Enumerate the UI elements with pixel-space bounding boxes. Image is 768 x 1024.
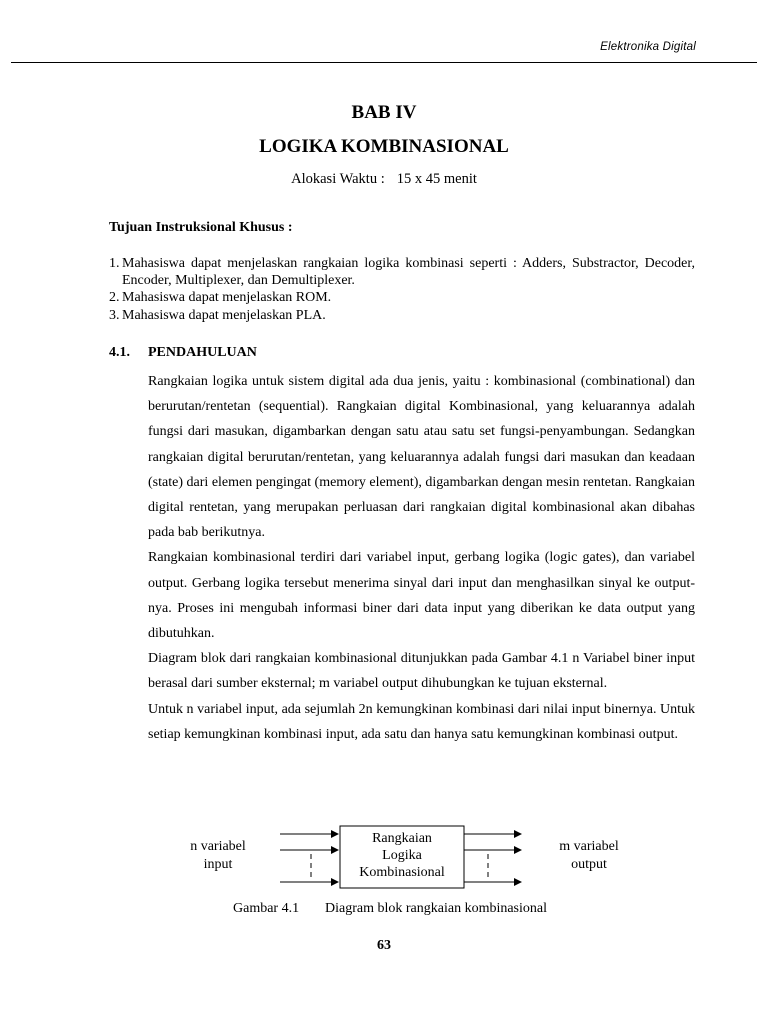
output-label-line: m variabel: [559, 839, 619, 854]
body-paragraph: Untuk n variabel input, ada sejumlah 2n kemungkinan kombinasi dari nilai input binernya. Untuk setiap kemungkinan kombinasi input, ada satu dan hanya satu kemungkinan kombinasi output.: [148, 701, 695, 742]
objective-item: [109, 255, 695, 289]
time-allocation-label: Alokasi Waktu :: [291, 171, 385, 187]
objective-item: [109, 289, 695, 306]
objective-item: [109, 307, 695, 324]
output-label: [538, 838, 640, 874]
section-number: 4.1.: [109, 345, 130, 360]
body-paragraph: Rangkaian kombinasional terdiri dari variabel input, gerbang logika (logic gates), dan variabel output. Gerbang logika tersebut menerima sinyal dari input dan menghasilkan sinyal ke output-nya. Proses ini mengubah informasi biner dari data input yang diberikan ke data output yang dibutuhkan.: [148, 550, 695, 642]
figure-number: Gambar 4.1: [233, 901, 300, 916]
objective-text: Mahasiswa dapat menjelaskan PLA.: [122, 307, 326, 323]
block-label-line: Rangkaian: [372, 831, 432, 846]
objective-text: Mahasiswa dapat menjelaskan ROM.: [122, 290, 332, 306]
figure-caption-text: Diagram blok rangkaian kombinasional: [325, 901, 547, 916]
block-label-line: Kombinasional: [359, 865, 445, 880]
block-label-line: Logika: [382, 848, 422, 863]
objective-text: Mahasiswa dapat menjelaskan rangkaian logika kombinasi seperti : Adders, Substractor, Decoder, Encoder, Multiplexer, dan Demultiplexer.: [122, 256, 695, 289]
block-diagram: [0, 820, 768, 900]
chapter-number: BAB IV: [351, 102, 417, 123]
output-label-line: output: [571, 857, 607, 872]
section-title: PENDAHULUAN: [148, 345, 257, 360]
page-number: 63: [377, 938, 391, 953]
time-allocation: [0, 171, 768, 188]
input-label-line: input: [203, 857, 233, 872]
objectives-list: [109, 255, 695, 324]
objective-number: 3.: [109, 307, 120, 323]
objective-number: 2.: [109, 290, 120, 306]
figure-caption: [233, 901, 547, 917]
header-rule: [11, 62, 757, 63]
body-paragraph: Rangkaian logika untuk sistem digital ada dua jenis, yaitu : kombinasional (combinational) dan berurutan/rentetan (sequential). Rangkaian digital Kombinasional, yang keluarannya adalah fungsi dari masukan, digambarkan dengan satu atau satu set fungsi-penyambungan. Sedangkan rangkaian digital berurutan/rentetan, yang keluarannya adalah fungsi dari masukan dan keadaan (state) dari elemen pengingat (memory element), digambarkan dengan mesin rentetan. Rangkaian digital rentetan, yang merupakan perluasan dari rangkaian digital kombinasional akan dibahas pada bab berikutnya.: [148, 374, 695, 541]
section-heading: [109, 345, 257, 361]
section-body: [148, 369, 695, 747]
running-header: Elektronika Digital: [600, 41, 696, 53]
body-paragraph: Diagram blok dari rangkaian kombinasional ditunjukkan pada Gambar 4.1 n Variabel biner input berasal dari sumber eksternal; m variabel output dihubungkan ke tujuan eksternal.: [148, 651, 695, 692]
objective-number: 1.: [109, 256, 120, 271]
time-allocation-value: 15 x 45 menit: [396, 171, 477, 187]
input-label: [168, 838, 268, 874]
chapter-title: LOGIKA KOMBINASIONAL: [259, 136, 509, 157]
objectives-heading: Tujuan Instruksional Khusus :: [109, 220, 293, 235]
block-label: [340, 830, 464, 881]
input-label-line: n variabel: [190, 839, 246, 854]
